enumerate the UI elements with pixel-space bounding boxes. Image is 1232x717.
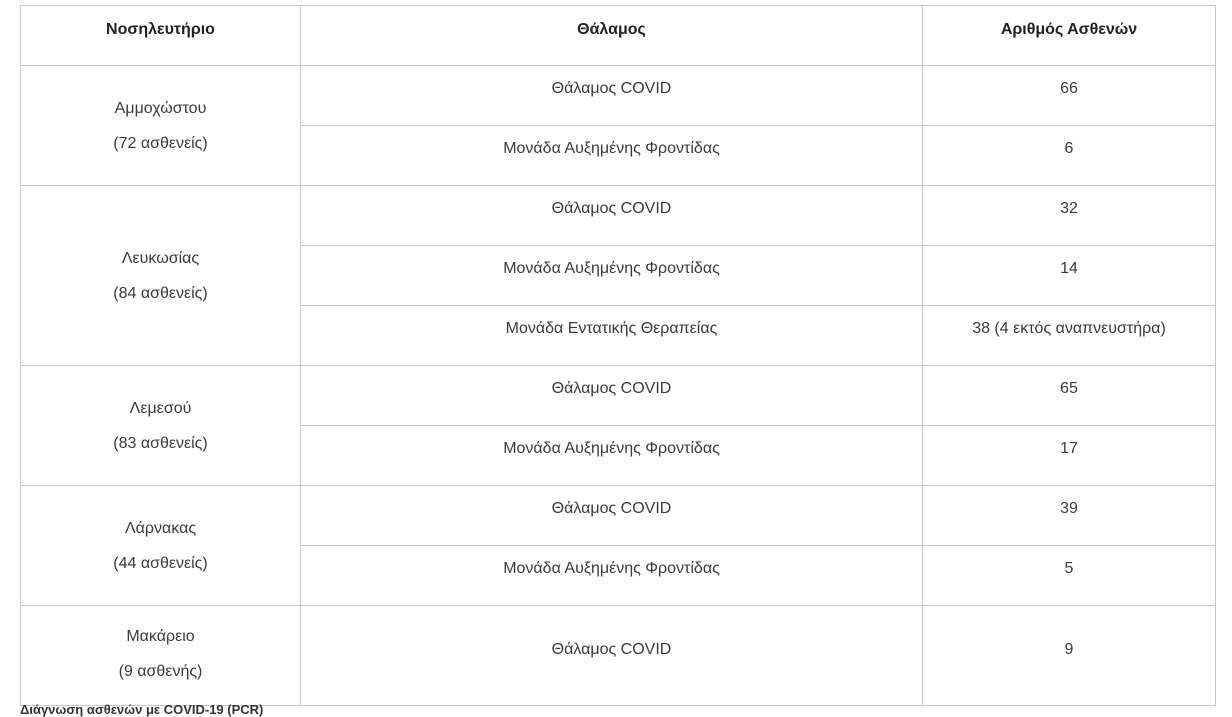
- hospital-name: Αμμοχώστου: [114, 99, 207, 117]
- header-hospital: Νοσηλευτήριο: [21, 6, 301, 66]
- hospital-total: (83 ασθενείς): [113, 434, 208, 452]
- header-patient-count: Αριθμός Ασθενών: [923, 6, 1216, 66]
- ward-cell: Θάλαμος COVID: [301, 186, 923, 246]
- hospital-total: (44 ασθενείς): [113, 554, 208, 572]
- count-cell: 38 (4 εκτός αναπνευστήρα): [923, 306, 1216, 366]
- count-cell: 9: [923, 606, 1216, 706]
- ward-cell: Θάλαμος COVID: [301, 606, 923, 706]
- count-cell: 65: [923, 366, 1216, 426]
- hospital-name: Λευκωσίας: [121, 249, 200, 267]
- count-cell: 32: [923, 186, 1216, 246]
- ward-cell: Μονάδα Αυξημένης Φροντίδας: [301, 246, 923, 306]
- count-cell: 14: [923, 246, 1216, 306]
- ward-cell: Μονάδα Αυξημένης Φροντίδας: [301, 426, 923, 486]
- count-cell: 5: [923, 546, 1216, 606]
- hospital-total: (9 ασθενής): [118, 662, 203, 680]
- hospital-cell: [21, 66, 301, 186]
- footer-text: Διάγνωση ασθενών με COVID-19 (PCR): [20, 702, 264, 717]
- ward-cell: Θάλαμος COVID: [301, 66, 923, 126]
- hospital-cell: [21, 486, 301, 606]
- table-row: [21, 366, 1216, 426]
- hospital-name: Λεμεσού: [129, 399, 192, 417]
- table-row: [21, 486, 1216, 546]
- hospital-name: Μακάρειο: [126, 627, 195, 645]
- ward-cell: Μονάδα Αυξημένης Φροντίδας: [301, 126, 923, 186]
- table-row: [21, 186, 1216, 246]
- table-row: [21, 66, 1216, 126]
- ward-cell: Μονάδα Εντατικής Θεραπείας: [301, 306, 923, 366]
- table-header-row: [21, 6, 1216, 66]
- hospital-name: Λάρνακας: [124, 519, 197, 537]
- ward-cell: Θάλαμος COVID: [301, 366, 923, 426]
- count-cell: 39: [923, 486, 1216, 546]
- count-cell: 66: [923, 66, 1216, 126]
- count-cell: 6: [923, 126, 1216, 186]
- footer-caption: [20, 702, 1215, 717]
- ward-cell: Μονάδα Αυξημένης Φροντίδας: [301, 546, 923, 606]
- hospital-patients-table: [20, 5, 1216, 706]
- hospital-cell: [21, 186, 301, 366]
- count-cell: 17: [923, 426, 1216, 486]
- hospital-patients-table-container: [20, 5, 1215, 706]
- table-row: [21, 606, 1216, 706]
- hospital-cell: [21, 366, 301, 486]
- hospital-total: (72 ασθενείς): [113, 134, 208, 152]
- ward-cell: Θάλαμος COVID: [301, 486, 923, 546]
- hospital-total: (84 ασθενείς): [113, 284, 208, 302]
- hospital-cell: [21, 606, 301, 706]
- header-ward: Θάλαμος: [301, 6, 923, 66]
